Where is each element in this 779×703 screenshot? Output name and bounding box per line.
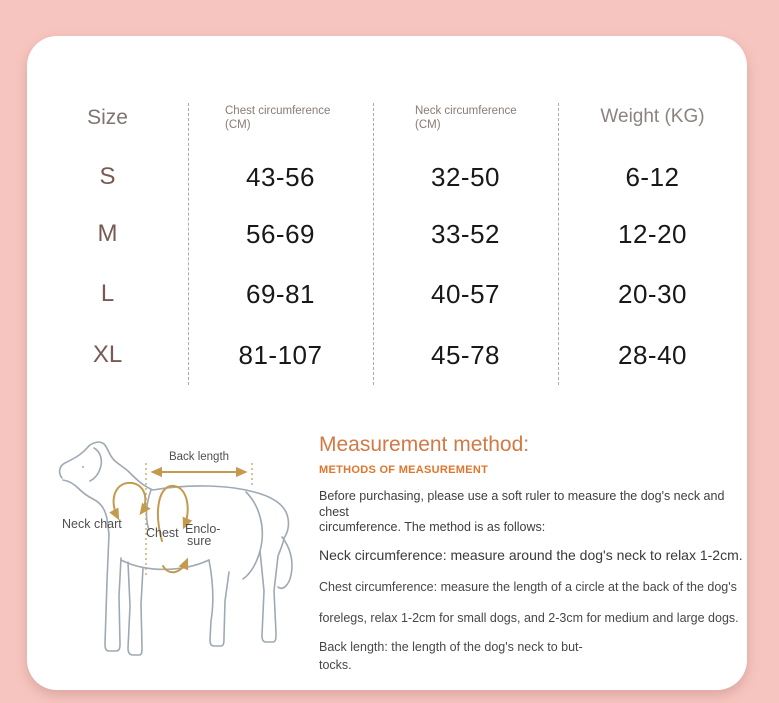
chest-value: 69-81 bbox=[246, 278, 315, 309]
back-length-instruction bbox=[319, 638, 757, 674]
chest-instruction-line2: forelegs, relax 1-2cm for small dogs, and 2-3cm for medium and large dogs. bbox=[319, 610, 739, 625]
section-title: Measurement method: bbox=[319, 433, 530, 456]
back-instruction-line2: tocks. bbox=[319, 658, 352, 673]
chest-value: 56-69 bbox=[246, 218, 315, 249]
intro-line-2: circumference. The method is as follows: bbox=[319, 520, 546, 535]
column-header-neck-label: Neck circumference bbox=[415, 105, 517, 117]
back-length-label: Back length bbox=[168, 451, 230, 463]
weight-value: 28-40 bbox=[618, 339, 687, 370]
info-card bbox=[27, 36, 747, 690]
table-row bbox=[27, 326, 747, 384]
column-header-chest bbox=[188, 100, 373, 132]
column-header-size: Size bbox=[87, 106, 128, 129]
girth-measure-label-line2: sure bbox=[187, 534, 212, 548]
chest-value: 81-107 bbox=[238, 339, 323, 370]
measurement-method-section bbox=[319, 432, 757, 674]
size-label: L bbox=[100, 280, 115, 307]
weight-value: 20-30 bbox=[618, 278, 687, 309]
size-table-body bbox=[27, 148, 747, 384]
column-header-chest-unit: (CM) bbox=[225, 119, 251, 132]
weight-value: 12-20 bbox=[618, 218, 687, 249]
chest-measure-label: Chest bbox=[146, 526, 179, 540]
column-header-chest-label: Chest circumference bbox=[225, 105, 331, 117]
table-row bbox=[27, 148, 747, 206]
table-row bbox=[27, 206, 747, 262]
dog-measurement-diagram bbox=[43, 436, 323, 688]
neck-value: 40-57 bbox=[431, 278, 500, 309]
table-row bbox=[27, 262, 747, 326]
neck-value: 45-78 bbox=[431, 339, 500, 370]
chest-value: 43-56 bbox=[246, 161, 315, 192]
column-header-neck bbox=[373, 100, 558, 132]
neck-value: 33-52 bbox=[431, 218, 500, 249]
neck-value: 32-50 bbox=[431, 161, 500, 192]
dog-outline-drawing bbox=[60, 442, 292, 655]
size-label: S bbox=[99, 163, 116, 190]
size-table-header bbox=[27, 100, 747, 132]
size-label: M bbox=[97, 220, 118, 247]
girth-measure-label-line1: Enclo- bbox=[185, 522, 221, 536]
back-instruction-line1: Back length: the length of the dog's neck to but- bbox=[319, 639, 583, 654]
intro-paragraph bbox=[319, 489, 757, 536]
chest-instruction-line1: Chest circumference: measure the length of a circle at the back of the dog's bbox=[319, 579, 737, 594]
size-label: XL bbox=[92, 341, 123, 368]
weight-value: 6-12 bbox=[625, 161, 680, 192]
column-header-neck-unit: (CM) bbox=[415, 119, 441, 132]
measurement-arrows bbox=[114, 463, 252, 578]
intro-line-1: Before purchasing, please use a soft ruler to measure the dog's neck and chest bbox=[319, 489, 725, 519]
column-header-weight: Weight (KG) bbox=[600, 106, 705, 127]
section-subtitle: METHODS OF MEASUREMENT bbox=[319, 464, 489, 477]
neck-measure-label: Neck chart bbox=[62, 517, 122, 531]
neck-instruction: Neck circumference: measure around the dog's neck to relax 1-2cm. bbox=[319, 546, 743, 563]
